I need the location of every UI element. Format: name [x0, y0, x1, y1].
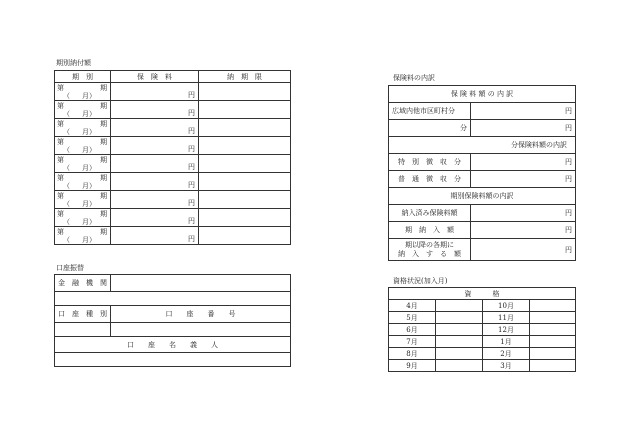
period-ki: 期 — [100, 173, 107, 182]
other-municipality-label: 広域内他市区町村分 — [389, 103, 471, 120]
bank-label: 金 融 機 関 — [55, 275, 111, 292]
special-collection-label: 特 別 徴 収 分 — [389, 154, 471, 171]
period-cell — [55, 209, 111, 227]
period-dai: 第 — [57, 83, 64, 92]
period-row — [55, 209, 291, 227]
normal-collection-label: 普 通 徴 収 分 — [389, 171, 471, 188]
account-type-value[interactable] — [55, 323, 111, 337]
qualification-row — [389, 300, 576, 312]
qualification-table — [388, 287, 576, 372]
period-dai: 第 — [57, 137, 64, 146]
period-month: 月） — [82, 91, 96, 100]
period-paren: （ — [63, 235, 70, 244]
qualification-header: 資 格 — [389, 288, 576, 300]
other-municipality-amount: 円 — [471, 103, 576, 120]
status-left[interactable] — [436, 348, 483, 360]
period-cell — [55, 173, 111, 191]
header-premium: 保 険 料 — [111, 71, 199, 83]
period-dai: 第 — [57, 191, 64, 200]
status-left[interactable] — [436, 324, 483, 336]
period-paren: （ — [63, 163, 70, 172]
period-row — [55, 101, 291, 119]
qualification-row — [389, 360, 576, 372]
status-right[interactable] — [530, 336, 576, 348]
due-amount: 円 — [471, 222, 576, 239]
period-premium: 円 — [111, 101, 199, 119]
breakdown-table — [388, 85, 576, 261]
qualification-row — [389, 312, 576, 324]
period-ki: 期 — [100, 191, 107, 200]
period-premium: 円 — [111, 173, 199, 191]
period-cell — [55, 227, 111, 245]
month-left: 7月 — [389, 336, 436, 348]
account-spacer-1 — [55, 292, 291, 306]
period-month: 月） — [82, 163, 96, 172]
period-paren: （ — [63, 127, 70, 136]
later-periods-label-1: 期以降の各期に — [405, 240, 454, 249]
account-number-value[interactable] — [111, 323, 291, 337]
portion-label: 分 — [389, 120, 471, 137]
period-dai: 第 — [57, 227, 64, 236]
later-periods-label-2: 納 入 す る 額 — [398, 249, 461, 258]
later-periods-label — [389, 239, 471, 261]
period-ki: 期 — [100, 155, 107, 164]
month-right: 12月 — [483, 324, 530, 336]
qualification-row — [389, 348, 576, 360]
period-dai: 第 — [57, 173, 64, 182]
month-right: 10月 — [483, 300, 530, 312]
month-right: 1月 — [483, 336, 530, 348]
period-premium: 円 — [111, 227, 199, 245]
status-left[interactable] — [436, 312, 483, 324]
qualification-row — [389, 336, 576, 348]
status-left[interactable] — [436, 336, 483, 348]
status-right[interactable] — [530, 300, 576, 312]
period-premium: 円 — [111, 191, 199, 209]
period-premium: 円 — [111, 119, 199, 137]
month-left: 9月 — [389, 360, 436, 372]
status-right[interactable] — [530, 324, 576, 336]
period-row — [55, 191, 291, 209]
period-dai: 第 — [57, 209, 64, 218]
month-left: 5月 — [389, 312, 436, 324]
status-left[interactable] — [436, 300, 483, 312]
period-row — [55, 227, 291, 245]
normal-collection-amount: 円 — [471, 171, 576, 188]
periodic-title: 期別納付額 — [56, 59, 91, 67]
period-ki: 期 — [100, 83, 107, 92]
period-paren: （ — [63, 181, 70, 190]
period-row — [55, 119, 291, 137]
period-dai: 第 — [57, 101, 64, 110]
period-month: 月） — [82, 235, 96, 244]
month-right: 11月 — [483, 312, 530, 324]
status-right[interactable] — [530, 360, 576, 372]
account-title: 口座振替 — [56, 264, 84, 272]
period-month: 月） — [82, 127, 96, 136]
due-amount-label: 期 納 入 額 — [389, 222, 471, 239]
period-ki: 期 — [100, 101, 107, 110]
month-right: 2月 — [483, 348, 530, 360]
period-premium: 円 — [111, 137, 199, 155]
period-dai: 第 — [57, 119, 64, 128]
status-right[interactable] — [530, 348, 576, 360]
account-number-label: 口 座 番 号 — [111, 306, 291, 323]
period-paren: （ — [63, 217, 70, 226]
period-breakdown-header: 期別保険料額の内訳 — [389, 188, 576, 205]
period-row — [55, 83, 291, 101]
period-cell — [55, 101, 111, 119]
month-left: 4月 — [389, 300, 436, 312]
account-holder-value[interactable] — [55, 353, 291, 367]
later-periods-amount: 円 — [471, 239, 576, 261]
breakdown-title: 保険料の内訳 — [393, 74, 435, 82]
period-deadline[interactable] — [199, 227, 291, 245]
periodic-table — [54, 70, 291, 245]
paid-amount-label: 納入済み保険料額 — [389, 205, 471, 222]
period-paren: （ — [63, 199, 70, 208]
period-month: 月） — [82, 109, 96, 118]
month-right: 3月 — [483, 360, 530, 372]
period-ki: 期 — [100, 137, 107, 146]
qualification-row — [389, 324, 576, 336]
period-deadline[interactable] — [199, 191, 291, 209]
qualification-title: 資格状況(加入月) — [393, 277, 448, 285]
month-left: 6月 — [389, 324, 436, 336]
period-month: 月） — [82, 217, 96, 226]
account-type-label: 口 座 種 別 — [55, 306, 111, 323]
period-deadline[interactable] — [199, 173, 291, 191]
period-premium: 円 — [111, 155, 199, 173]
account-table — [54, 274, 291, 367]
period-month: 月） — [82, 145, 96, 154]
period-dai: 第 — [57, 155, 64, 164]
period-paren: （ — [63, 145, 70, 154]
period-premium: 円 — [111, 83, 199, 101]
portion-amount: 円 — [471, 120, 576, 137]
period-ki: 期 — [100, 227, 107, 236]
special-collection-amount: 円 — [471, 154, 576, 171]
status-right[interactable] — [530, 312, 576, 324]
bank-value[interactable] — [111, 275, 291, 292]
month-left: 8月 — [389, 348, 436, 360]
period-row — [55, 137, 291, 155]
period-deadline[interactable] — [199, 83, 291, 101]
period-deadline[interactable] — [199, 119, 291, 137]
period-cell — [55, 83, 111, 101]
period-deadline[interactable] — [199, 101, 291, 119]
header-period: 期 別 — [55, 71, 111, 83]
period-deadline[interactable] — [199, 137, 291, 155]
period-deadline[interactable] — [199, 209, 291, 227]
period-ki: 期 — [100, 119, 107, 128]
account-holder-label: 口 座 名 義 人 — [55, 337, 291, 353]
period-deadline[interactable] — [199, 155, 291, 173]
period-paren: （ — [63, 109, 70, 118]
period-cell — [55, 191, 111, 209]
period-ki: 期 — [100, 209, 107, 218]
period-row — [55, 173, 291, 191]
header-deadline: 納 期 限 — [199, 71, 291, 83]
period-cell — [55, 155, 111, 173]
paid-amount: 円 — [471, 205, 576, 222]
period-row — [55, 155, 291, 173]
period-month: 月） — [82, 181, 96, 190]
breakdown-header: 保 険 料 額 の 内 訳 — [389, 86, 576, 103]
status-left[interactable] — [436, 360, 483, 372]
portion-breakdown-header: 分保険料額の内訳 — [389, 137, 576, 154]
period-cell — [55, 137, 111, 155]
period-paren: （ — [63, 91, 70, 100]
period-premium: 円 — [111, 209, 199, 227]
period-month: 月） — [82, 199, 96, 208]
period-cell — [55, 119, 111, 137]
